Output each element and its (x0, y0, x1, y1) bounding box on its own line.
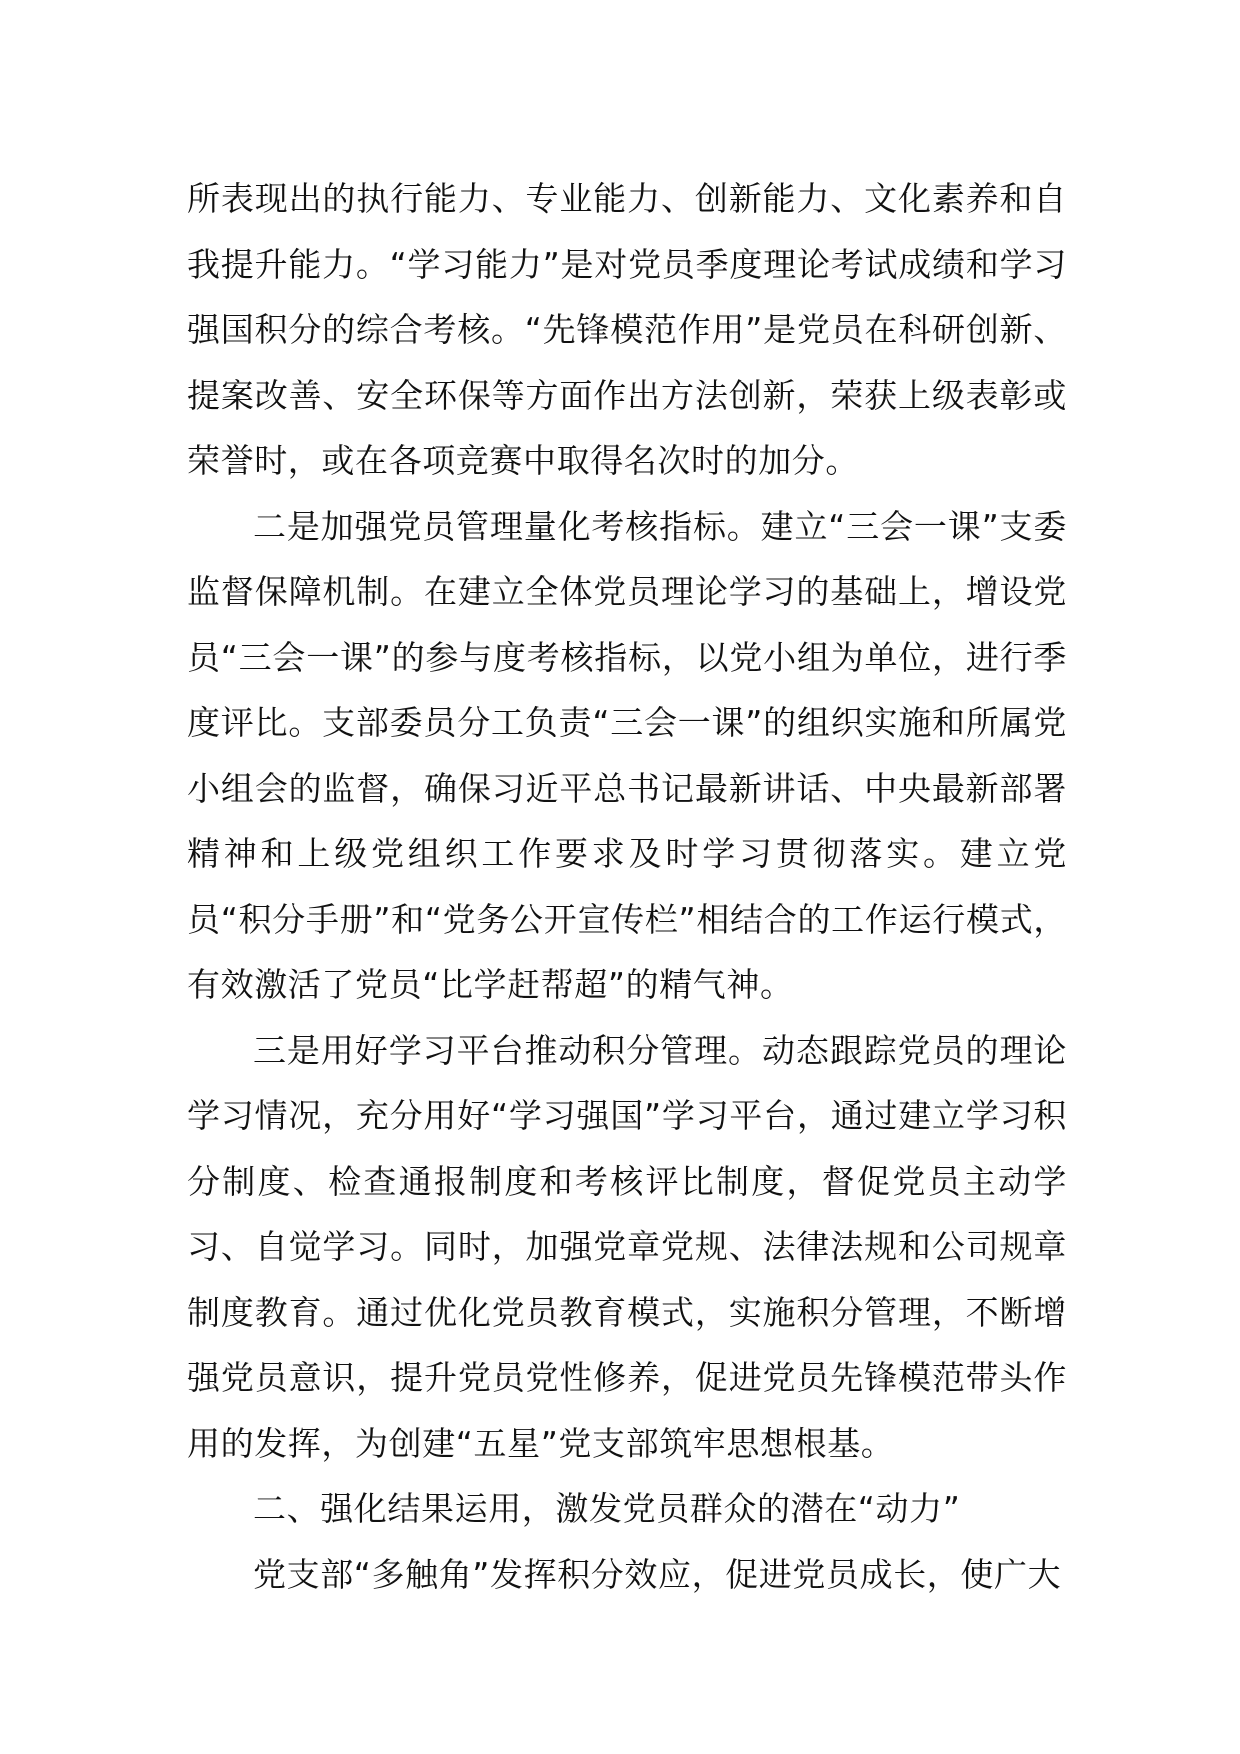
paragraph-results-application: 党支部“多触角”发挥积分效应，促进党员成长，使广大 (253, 1554, 1062, 1594)
paragraph-learning-platform: 三是用好学习平台推动积分管理。动态跟踪党员的理论学习情况，充分用好“学习强国”学习平台，通过建立学习积分制度、检查通报制度和考核评比制度，督促党员主动学习、自觉学习。同时，加强党章党规、法律法规和公司规章制度教育。通过优化党员教育模式，实施积分管理，不断增强党员意识，提升党员党性修养，促进党员先锋模范带头作用的发挥，为创建“五星”党支部筑牢思想根基。 (187, 1030, 1067, 1463)
section-heading: 二、强化结果运用，激发党员群众的潜在“动力” (253, 1489, 961, 1528)
document-body (187, 166, 1067, 1607)
paragraph-assessment-indicators: 二是加强党员管理量化考核指标。建立“三会一课”支委监督保障机制。在建立全体党员理论学习的基础上，增设党员“三会一课”的参与度考核指标，以党小组为单位，进行季度评比。支部委员分工负责“三会一课”的组织实施和所属党小组会的监督，确保习近平总书记最新讲话、中央最新部署精神和上级党组织工作要求及时学习贯彻落实。建立党员“积分手册”和“党务公开宣传栏”相结合的工作运行模式，有效激活了党员“比学赶帮超”的精气神。 (187, 506, 1067, 1004)
paragraph-continuation: 所表现出的执行能力、专业能力、创新能力、文化素养和自我提升能力。“学习能力”是对党员季度理论考试成绩和学习强国积分的综合考核。“先锋模范作用”是党员在科研创新、提案改善、安全环保等方面作出方法创新，荣获上级表彰或荣誉时，或在各项竞赛中取得名次时的加分。 (187, 179, 1067, 480)
